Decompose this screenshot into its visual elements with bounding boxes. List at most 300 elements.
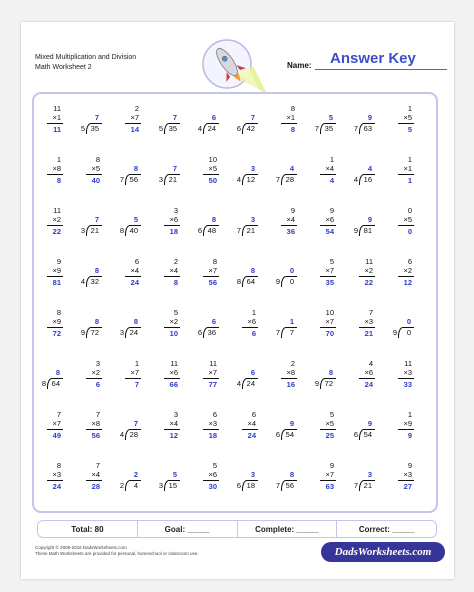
multiplier: ×6 <box>325 215 334 224</box>
answer-rule <box>242 327 258 328</box>
quotient-answer: 5 <box>133 215 138 224</box>
product-answer: 12 <box>169 431 178 440</box>
quotient-answer: 7 <box>133 419 138 428</box>
multiplicand: 6 <box>251 410 256 419</box>
problem <box>152 255 182 299</box>
answer-rule <box>359 327 375 328</box>
multiplier: ×3 <box>403 470 412 479</box>
dividend: 56 <box>129 175 138 184</box>
dividend: 63 <box>363 124 372 133</box>
multiplicand: 8 <box>56 461 61 470</box>
dividend: 12 <box>246 175 255 184</box>
product-answer: 36 <box>286 227 295 236</box>
answer-rule <box>398 225 414 226</box>
multiplier: ×3 <box>208 419 217 428</box>
answer-rule <box>86 480 102 481</box>
quotient-answer: 8 <box>250 266 255 275</box>
answer-rule <box>320 480 336 481</box>
answer-rule <box>164 327 180 328</box>
product-answer: 9 <box>407 431 412 440</box>
multiplicand: 7 <box>95 410 100 419</box>
product-answer: 5 <box>407 125 412 134</box>
problem <box>35 357 65 401</box>
multiplicand: 5 <box>329 410 334 419</box>
answer-rule <box>398 378 414 379</box>
problem <box>152 459 182 503</box>
problem <box>230 204 260 248</box>
quotient-answer: 8 <box>133 317 138 326</box>
worksheet-page <box>21 22 454 579</box>
product-answer: 21 <box>364 329 373 338</box>
problem <box>347 408 377 452</box>
dividend: 0 <box>406 328 411 337</box>
problem <box>35 153 65 197</box>
multiplier: ×9 <box>52 266 61 275</box>
quotient-answer: 9 <box>367 113 372 122</box>
multiplier: ×5 <box>403 113 412 122</box>
multiplicand: 1 <box>407 104 412 113</box>
multiplicand: 9 <box>329 206 334 215</box>
divisor: 6 <box>236 481 241 490</box>
dividend: 72 <box>324 379 333 388</box>
problem <box>386 204 416 248</box>
quotient-answer: 4 <box>367 164 372 173</box>
multiplier: ×6 <box>247 317 256 326</box>
multiplicand: 5 <box>329 257 334 266</box>
dividend: 15 <box>168 481 177 490</box>
multiplicand: 3 <box>173 410 178 419</box>
answer-rule <box>47 123 63 124</box>
answer-key-heading: Answer Key <box>330 50 416 67</box>
multiplier: ×5 <box>91 164 100 173</box>
dividend: 21 <box>246 226 255 235</box>
product-answer: 7 <box>134 380 139 389</box>
answer-rule <box>320 225 336 226</box>
multiplicand: 7 <box>95 461 100 470</box>
answer-rule <box>359 276 375 277</box>
product-answer: 14 <box>130 125 139 134</box>
problem <box>152 408 182 452</box>
problem <box>74 255 104 299</box>
answer-rule <box>320 174 336 175</box>
divisor: 4 <box>236 379 241 388</box>
multiplicand: 8 <box>95 155 100 164</box>
problem <box>347 204 377 248</box>
problem <box>74 408 104 452</box>
answer-rule <box>86 378 102 379</box>
multiplier: ×2 <box>403 266 412 275</box>
multiplicand: 6 <box>212 410 217 419</box>
problem <box>308 255 338 299</box>
multiplier: ×7 <box>52 419 61 428</box>
multiplicand: 1 <box>329 155 334 164</box>
product-answer: 8 <box>290 125 295 134</box>
divisor: 3 <box>158 175 163 184</box>
multiplier: ×9 <box>403 419 412 428</box>
problem <box>386 153 416 197</box>
complete-cell: Complete: _____ <box>238 521 338 537</box>
multiplicand: 1 <box>251 308 256 317</box>
problem <box>308 408 338 452</box>
quotient-answer: 8 <box>328 368 333 377</box>
multiplier: ×1 <box>52 113 61 122</box>
answer-rule <box>164 378 180 379</box>
problem <box>152 102 182 146</box>
multiplicand: 7 <box>56 410 61 419</box>
multiplier: ×2 <box>52 215 61 224</box>
divisor: 4 <box>80 277 85 286</box>
multiplier: ×8 <box>91 419 100 428</box>
problem <box>113 357 143 401</box>
product-answer: 0 <box>407 227 412 236</box>
problem <box>347 306 377 350</box>
divisor: 4 <box>236 175 241 184</box>
answer-rule <box>398 480 414 481</box>
score-footer <box>37 520 437 538</box>
problem <box>191 102 221 146</box>
quotient-answer: 3 <box>250 215 255 224</box>
problem <box>269 102 299 146</box>
multiplicand: 3 <box>95 359 100 368</box>
multiplier: ×7 <box>325 470 334 479</box>
product-answer: 49 <box>52 431 61 440</box>
problem <box>191 153 221 197</box>
quotient-answer: 2 <box>133 470 138 479</box>
problem <box>308 459 338 503</box>
answer-rule <box>281 225 297 226</box>
multiplicand: 1 <box>56 155 61 164</box>
dividend: 36 <box>207 328 216 337</box>
dividend: 54 <box>285 430 294 439</box>
divisor: 7 <box>119 175 124 184</box>
multiplier: ×5 <box>208 164 217 173</box>
problem <box>152 306 182 350</box>
answer-rule <box>47 225 63 226</box>
problem <box>386 306 416 350</box>
answer-rule <box>398 429 414 430</box>
problem <box>386 408 416 452</box>
multiplicand: 0 <box>407 206 412 215</box>
multiplicand: 11 <box>53 104 61 113</box>
multiplier: ×6 <box>169 368 178 377</box>
multiplicand: 9 <box>407 461 412 470</box>
divisor: 6 <box>353 430 358 439</box>
divisor: 9 <box>392 328 397 337</box>
divisor: 8 <box>236 277 241 286</box>
multiplicand: 9 <box>56 257 61 266</box>
multiplicand: 2 <box>173 257 178 266</box>
divisor: 5 <box>80 124 85 133</box>
multiplier: ×4 <box>286 215 295 224</box>
multiplier: ×7 <box>325 266 334 275</box>
answer-rule <box>203 429 219 430</box>
problem <box>35 408 65 452</box>
problem <box>386 459 416 503</box>
multiplier: ×1 <box>403 164 412 173</box>
multiplicand: 4 <box>368 359 373 368</box>
multiplier: ×6 <box>364 368 373 377</box>
problem <box>269 357 299 401</box>
product-answer: 54 <box>325 227 334 236</box>
problem <box>230 102 260 146</box>
answer-rule <box>281 378 297 379</box>
answer-rule <box>86 429 102 430</box>
answer-rule <box>398 276 414 277</box>
product-answer: 81 <box>52 278 61 287</box>
multiplier: ×4 <box>169 419 178 428</box>
dividend: 16 <box>363 175 372 184</box>
dividend: 24 <box>129 328 138 337</box>
usage-line: These Math Worksheets are provided for personal, homeschool or classroom use. <box>35 551 199 556</box>
product-answer: 66 <box>169 380 178 389</box>
problem <box>74 153 104 197</box>
dividend: 64 <box>246 277 255 286</box>
product-answer: 33 <box>403 380 412 389</box>
quotient-answer: 8 <box>55 368 60 377</box>
divisor: 6 <box>197 226 202 235</box>
problem <box>308 204 338 248</box>
product-answer: 8 <box>56 176 61 185</box>
multiplier: ×7 <box>130 113 139 122</box>
multiplier: ×2 <box>364 266 373 275</box>
problem <box>191 408 221 452</box>
product-answer: 24 <box>364 380 373 389</box>
product-answer: 8 <box>173 278 178 287</box>
problem <box>308 102 338 146</box>
answer-rule <box>398 123 414 124</box>
product-answer: 1 <box>407 176 412 185</box>
dividend: 56 <box>285 481 294 490</box>
problem <box>386 102 416 146</box>
multiplicand: 9 <box>290 206 295 215</box>
dividend: 28 <box>129 430 138 439</box>
quotient-answer: 7 <box>250 113 255 122</box>
product-answer: 27 <box>403 482 412 491</box>
quotient-answer: 3 <box>250 164 255 173</box>
divisor: 7 <box>275 328 280 337</box>
product-answer: 30 <box>208 482 217 491</box>
problem <box>347 357 377 401</box>
problem <box>113 102 143 146</box>
multiplier: ×3 <box>52 470 61 479</box>
multiplier: ×4 <box>91 470 100 479</box>
answer-rule <box>164 225 180 226</box>
problem <box>113 255 143 299</box>
product-answer: 77 <box>208 380 217 389</box>
problem <box>191 357 221 401</box>
multiplicand: 6 <box>407 257 412 266</box>
quotient-answer: 6 <box>211 113 216 122</box>
worksheet-subtitle: Math Worksheet 2 <box>35 64 92 71</box>
answer-rule <box>47 480 63 481</box>
problem <box>386 255 416 299</box>
quotient-answer: 0 <box>406 317 411 326</box>
problem <box>74 204 104 248</box>
multiplier: ×9 <box>52 317 61 326</box>
product-answer: 18 <box>208 431 217 440</box>
multiplicand: 1 <box>407 410 412 419</box>
problem <box>230 408 260 452</box>
problem <box>191 255 221 299</box>
problem <box>230 357 260 401</box>
multiplier: ×5 <box>403 215 412 224</box>
answer-rule <box>164 276 180 277</box>
divisor: 7 <box>314 124 319 133</box>
answer-rule <box>47 429 63 430</box>
quotient-answer: 9 <box>367 215 372 224</box>
answer-rule <box>203 480 219 481</box>
answer-rule <box>398 174 414 175</box>
multiplicand: 1 <box>407 155 412 164</box>
multiplier: ×7 <box>130 368 139 377</box>
problem <box>113 306 143 350</box>
multiplicand: 5 <box>173 308 178 317</box>
answer-rule <box>320 327 336 328</box>
answer-rule <box>320 429 336 430</box>
quotient-answer: 8 <box>289 470 294 479</box>
problem <box>230 459 260 503</box>
problem <box>35 255 65 299</box>
dividend: 21 <box>90 226 99 235</box>
multiplicand: 6 <box>134 257 139 266</box>
problem <box>35 102 65 146</box>
multiplicand: 7 <box>368 308 373 317</box>
multiplicand: 2 <box>134 104 139 113</box>
product-answer: 50 <box>208 176 217 185</box>
problem <box>308 357 338 401</box>
product-answer: 4 <box>329 176 334 185</box>
dividend: 54 <box>363 430 372 439</box>
dividend: 35 <box>168 124 177 133</box>
quotient-answer: 3 <box>250 470 255 479</box>
dividend: 7 <box>289 328 294 337</box>
divisor: 9 <box>80 328 85 337</box>
correct-cell: Correct: _____ <box>358 524 415 534</box>
product-answer: 6 <box>95 380 100 389</box>
worksheet-title: Mixed Multiplication and Division <box>35 54 137 61</box>
brand-logo: DadsWorksheets.com <box>321 542 445 562</box>
problem <box>269 204 299 248</box>
problem <box>35 204 65 248</box>
answer-rule <box>242 429 258 430</box>
multiplicand: 11 <box>53 206 61 215</box>
dividend: 18 <box>246 481 255 490</box>
problem <box>35 306 65 350</box>
dividend: 21 <box>168 175 177 184</box>
goal-cell: Goal: _____ <box>138 521 238 537</box>
dividend: 4 <box>133 481 138 490</box>
dividend: 21 <box>363 481 372 490</box>
dividend: 42 <box>246 124 255 133</box>
divisor: 8 <box>41 379 46 388</box>
divisor: 6 <box>197 328 202 337</box>
multiplier: ×6 <box>208 470 217 479</box>
divisor: 7 <box>353 481 358 490</box>
problem <box>386 357 416 401</box>
divisor: 4 <box>119 430 124 439</box>
multiplier: ×4 <box>247 419 256 428</box>
divisor: 3 <box>80 226 85 235</box>
multiplier: ×7 <box>208 266 217 275</box>
quotient-answer: 7 <box>94 113 99 122</box>
product-answer: 24 <box>52 482 61 491</box>
quotient-answer: 6 <box>250 368 255 377</box>
product-answer: 40 <box>91 176 100 185</box>
multiplier: ×7 <box>325 317 334 326</box>
answer-rule <box>164 429 180 430</box>
divisor: 2 <box>119 481 124 490</box>
problem <box>191 459 221 503</box>
product-answer: 22 <box>364 278 373 287</box>
product-answer: 56 <box>208 278 217 287</box>
multiplier: ×3 <box>364 317 373 326</box>
quotient-answer: 8 <box>211 215 216 224</box>
dividend: 35 <box>90 124 99 133</box>
multiplier: ×8 <box>286 368 295 377</box>
multiplicand: 3 <box>173 206 178 215</box>
quotient-answer: 9 <box>289 419 294 428</box>
problem <box>269 459 299 503</box>
copyright-line: Copyright © 2008-2016 DadsWorksheets.com <box>35 545 127 550</box>
multiplicand: 5 <box>212 461 217 470</box>
dividend: 64 <box>51 379 60 388</box>
multiplier: ×4 <box>325 164 334 173</box>
total-cell: Total: 80 <box>38 521 138 537</box>
problem <box>230 306 260 350</box>
divisor: 3 <box>158 481 163 490</box>
problem <box>74 306 104 350</box>
multiplier: ×2 <box>91 368 100 377</box>
multiplier: ×1 <box>286 113 295 122</box>
answer-rule <box>359 378 375 379</box>
divisor: 5 <box>158 124 163 133</box>
product-answer: 16 <box>286 380 295 389</box>
quotient-answer: 7 <box>172 164 177 173</box>
problem <box>269 153 299 197</box>
product-answer: 56 <box>91 431 100 440</box>
dividend: 0 <box>289 277 294 286</box>
problem <box>152 204 182 248</box>
divisor: 3 <box>119 328 124 337</box>
multiplicand: 10 <box>325 308 334 317</box>
dividend: 24 <box>207 124 216 133</box>
multiplicand: 8 <box>56 308 61 317</box>
answer-rule <box>203 276 219 277</box>
quotient-answer: 4 <box>289 164 294 173</box>
divisor: 9 <box>353 226 358 235</box>
copyright-notice <box>35 545 199 557</box>
product-answer: 24 <box>247 431 256 440</box>
dividend: 28 <box>285 175 294 184</box>
answer-rule <box>203 174 219 175</box>
product-answer: 63 <box>325 482 334 491</box>
problem <box>113 459 143 503</box>
product-answer: 35 <box>325 278 334 287</box>
answer-rule <box>86 174 102 175</box>
multiplier: ×8 <box>52 164 61 173</box>
product-answer: 18 <box>169 227 178 236</box>
multiplicand: 11 <box>170 359 178 368</box>
dividend: 40 <box>129 226 138 235</box>
product-answer: 11 <box>53 125 61 134</box>
problem <box>347 255 377 299</box>
problem <box>308 153 338 197</box>
divisor: 4 <box>353 175 358 184</box>
answer-rule <box>47 327 63 328</box>
product-answer: 6 <box>251 329 256 338</box>
answer-rule <box>47 276 63 277</box>
quotient-answer: 9 <box>367 419 372 428</box>
